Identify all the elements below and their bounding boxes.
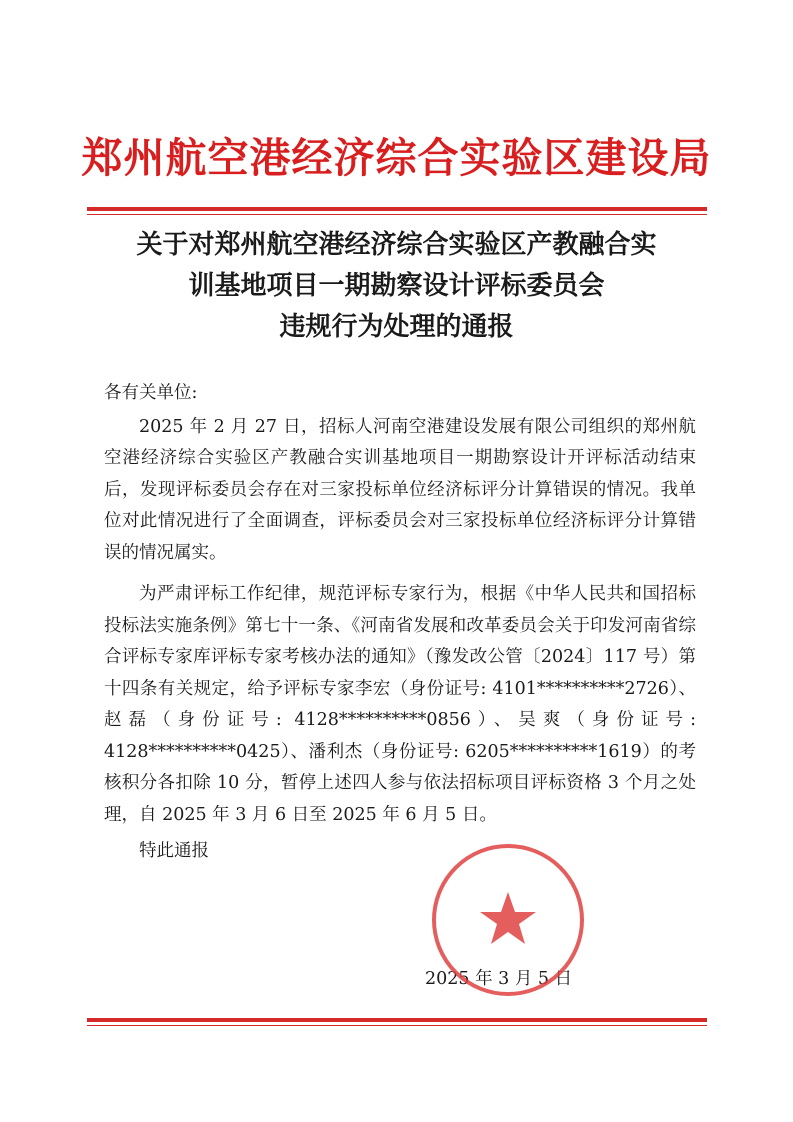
letterhead-title: 郑州航空港经济综合实验区建设局: [81, 134, 712, 182]
paragraph-2: 为严肃评标工作纪律，规范评标专家行为，根据《中华人民共和国招标投标法实施条例》第七十一条、《河南省发展和改革委员会关于印发河南省综合评标专家库评标专家考核办法的通知》（豫发改公管〔2024〕117 号）第十四条有关规定，给予评标专家李宏（身份证号: 4101**********2726）、赵磊（身份证号: 4128**********0856）、吴爽（身份证号: 4128**********0425）、潘利杰（身份证号: 6205**********1619）的考核积分各扣除 10 分，暂停上述四人参与依法招标项目评标资格 3 个月之处理，自 2025 年 3 月 6 日至 2025 年 6 月 5 日。: [104, 584, 696, 825]
notice-title-line-2: 训基地项目一期勘察设计评标委员会: [188, 271, 605, 301]
notice-body: [104, 378, 696, 868]
paragraph-1: 2025 年 2 月 27 日，招标人河南空港建设发展有限公司组织的郑州航空港经济综合实验区产教融合实训基地项目一期勘察设计开评标活动结束后，发现评标委员会存在对三家投标单位经济标评分计算错误的情况。我单位对此情况进行了全面调查，评标委员会对三家投标单位经济标评分计算错误的情况属实。: [104, 416, 697, 563]
issue-date: 2025 年 3 月 5 日: [425, 969, 573, 989]
footer-divider: [87, 1018, 707, 1026]
notice-title: [90, 225, 703, 348]
letterhead-divider: [87, 207, 707, 215]
closing-remark: 特此通报: [139, 841, 209, 861]
notice-title-line-3: 违规行为处理的通报: [279, 312, 514, 342]
notice-title-line-1: 关于对郑州航空港经济综合实验区产教融合实: [136, 230, 657, 260]
addressee: 各有关单位:: [104, 383, 198, 403]
